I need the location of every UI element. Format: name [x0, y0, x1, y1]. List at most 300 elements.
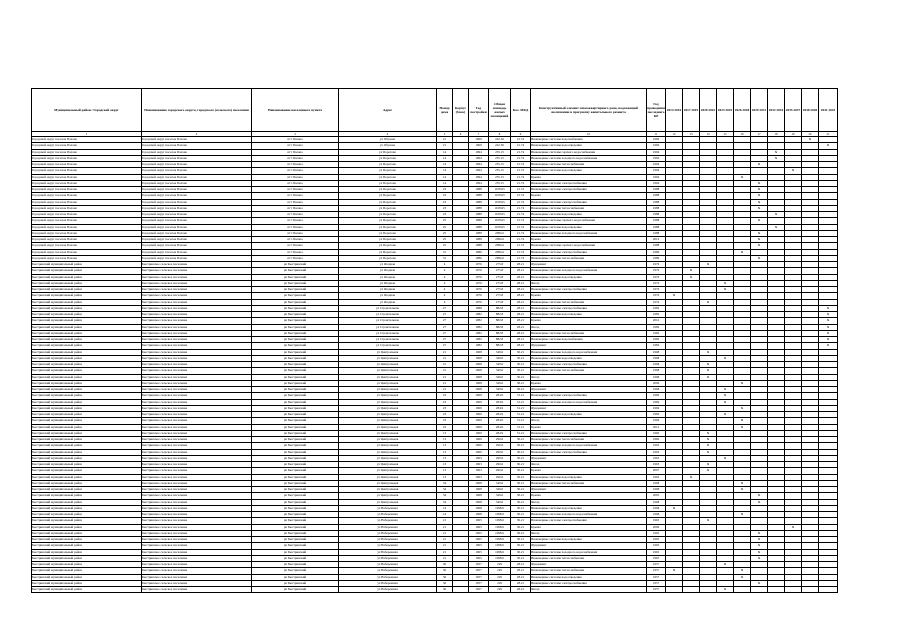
table-cell: 23 — [437, 187, 453, 193]
table-cell: ул Набережная — [339, 587, 437, 593]
repair-mark: X — [717, 387, 734, 393]
table-cell: рп Быстринский — [252, 449, 339, 455]
table-cell: Инженерные системы водоотведения — [531, 224, 647, 230]
table-cell: рп Быстринский — [252, 324, 339, 330]
table-cell: рп Быстринский — [252, 505, 339, 511]
table-cell: 30.21 — [511, 487, 531, 493]
table-cell: 1969 — [647, 393, 666, 399]
table-cell: 1994 — [469, 149, 489, 155]
table-cell: Инженерные системы водоснабжения — [531, 337, 647, 343]
table-cell: 21 — [437, 537, 453, 543]
table-cell: ул Центральная — [339, 349, 437, 355]
table-cell: Быстринское сельское поселение — [142, 549, 252, 555]
table-cell: 21.74 — [511, 137, 531, 143]
table-cell: Городской округ поселок Палана — [32, 237, 142, 243]
table-cell: Быстринское сельское поселение — [142, 343, 252, 349]
table-cell: Инженерные системы холодного водоснабжения — [531, 268, 647, 274]
table-cell: ул Центральная — [339, 430, 437, 436]
table-cell: 4 — [437, 280, 453, 286]
table-cell: Крыша — [531, 193, 647, 199]
table-cell: Быстринское сельское поселение — [142, 537, 252, 543]
table-cell: 1960 — [469, 437, 489, 443]
repair-mark: X — [717, 587, 734, 593]
table-cell: 28.21 — [511, 343, 531, 349]
table-cell: рп Быстринский — [252, 305, 339, 311]
table-cell: 27 — [437, 330, 453, 336]
table-cell: Быстринское сельское поселение — [142, 518, 252, 524]
table-cell: 30.21 — [511, 518, 531, 524]
table-cell: Фасад — [531, 374, 647, 380]
table-cell: рп Быстринский — [252, 293, 339, 299]
table-cell: 23 — [437, 193, 453, 199]
table-cell: Городской округ поселок Палана — [32, 174, 142, 180]
table-cell: 284.9 — [489, 424, 511, 430]
table-cell: 31.21 — [511, 405, 531, 411]
table-cell: Инженерные системы теплоснабжения — [531, 480, 647, 486]
table-cell: 1098.6 — [489, 537, 511, 543]
table-cell: Быстринское сельское поселение — [142, 543, 252, 549]
column-header: Наименование городского округа, городского (сельского) поселения — [142, 89, 252, 132]
repair-mark: X — [751, 237, 768, 243]
table-cell: 21.74 — [511, 168, 531, 174]
table-cell: Городской округ поселок Палана — [142, 143, 252, 149]
table-cell: 30.21 — [511, 493, 531, 499]
table-cell: 290.6 — [489, 449, 511, 455]
table-cell: 30.21 — [511, 524, 531, 530]
table-cell: Быстринское сельское поселение — [142, 330, 252, 336]
table-cell: 290.6 — [489, 474, 511, 480]
table-cell: рп Быстринский — [252, 562, 339, 568]
column-header: Год постройки — [469, 89, 489, 132]
table-cell: 2006 — [647, 380, 666, 386]
table-cell: 1969 — [647, 405, 666, 411]
table-cell: Инженерные системы холодного водоснабжения — [531, 155, 647, 161]
table-cell: ул Набережная — [339, 562, 437, 568]
table-cell: 13 — [437, 468, 453, 474]
table-cell: 275.8 — [489, 293, 511, 299]
table-cell: ул Центральная — [339, 499, 437, 505]
table-cell: 1988 — [469, 187, 489, 193]
table-cell: 255.15 — [489, 174, 511, 180]
table-cell: ул Центральная — [339, 399, 437, 405]
table-cell: 30.21 — [511, 543, 531, 549]
column-number: 18 — [768, 132, 785, 137]
table-cell: 27 — [437, 337, 453, 343]
table-cell: Быстринский муниципальный район — [32, 549, 142, 555]
table-cell: 1988 — [647, 224, 666, 230]
table-cell: 275.8 — [489, 299, 511, 305]
table-cell: 1988 — [647, 243, 666, 249]
table-cell: 255.15 — [489, 155, 511, 161]
table-cell: 1969 — [647, 399, 666, 405]
table-cell: Городской округ поселок Палана — [32, 187, 142, 193]
table-cell: 349.6 — [489, 362, 511, 368]
repair-mark: X — [700, 368, 717, 374]
table-cell: Фундамент — [531, 262, 647, 268]
column-number: 4 — [339, 132, 437, 137]
table-cell: Инженерные системы электроснабжения — [531, 287, 647, 293]
table-cell: 28.21 — [511, 268, 531, 274]
repair-mark: X — [819, 143, 838, 149]
table-cell: Быстринский муниципальный район — [32, 505, 142, 511]
table-cell: 1098.6 — [489, 549, 511, 555]
table-cell: 30.21 — [511, 480, 531, 486]
table-cell: 1018.65 — [489, 187, 511, 193]
table-cell: 1968 — [469, 512, 489, 518]
column-header: 2032 2034 — [768, 89, 785, 132]
table-cell: пгт Палана — [252, 168, 339, 174]
table-cell: 30.21 — [511, 355, 531, 361]
table-cell: 1988 — [469, 237, 489, 243]
table-cell: Городской округ поселок Палана — [32, 230, 142, 236]
table-cell: Быстринское сельское поселение — [142, 287, 252, 293]
table-cell: ул Набережная — [339, 518, 437, 524]
repair-mark: X — [700, 443, 717, 449]
table-cell: рп Быстринский — [252, 480, 339, 486]
table-cell: 1968 — [469, 487, 489, 493]
column-number: 11 — [647, 132, 666, 137]
repair-mark: X — [666, 568, 683, 574]
table-cell: ул Набережная — [339, 537, 437, 543]
table-cell — [734, 587, 751, 593]
table-cell: Крыша — [531, 380, 647, 386]
table-cell: 1965 — [469, 543, 489, 549]
table-header-row — [32, 89, 838, 132]
table-cell: 1976 — [469, 268, 489, 274]
table-cell: 21 — [437, 374, 453, 380]
table-cell: Инженерные системы теплоснабжения — [531, 162, 647, 168]
table-cell: 23 — [437, 412, 453, 418]
table-cell: 30.21 — [511, 499, 531, 505]
table-cell: 1988 — [647, 218, 666, 224]
table-cell: 31.21 — [511, 399, 531, 405]
table-cell: 882.8 — [489, 305, 511, 311]
table-cell: 2009 — [647, 524, 666, 530]
table-cell: Городской округ поселок Палана — [32, 137, 142, 143]
table-cell: 1968 — [647, 349, 666, 355]
table-cell: 30.21 — [511, 549, 531, 555]
table-cell: 1098.6 — [489, 518, 511, 524]
table-cell: рп Быстринский — [252, 443, 339, 449]
table-cell: Быстринский муниципальный район — [32, 305, 142, 311]
table-cell: 21.74 — [511, 143, 531, 149]
table-cell: 28.21 — [511, 318, 531, 324]
table-cell: 13 — [437, 455, 453, 461]
table-cell: Инженерные системы теплоснабжения — [531, 255, 647, 261]
table-cell: 2084.6 — [489, 243, 511, 249]
table-cell: 275.8 — [489, 287, 511, 293]
table-cell: рп Быстринский — [252, 493, 339, 499]
table-cell: рп Быстринский — [252, 549, 339, 555]
table-cell: ул Поротова — [339, 243, 437, 249]
table-cell: Быстринский муниципальный район — [32, 493, 142, 499]
column-header: 2017 2019 — [683, 89, 700, 132]
table-cell: Крыша — [531, 424, 647, 430]
table-cell: 255.15 — [489, 168, 511, 174]
table-cell: 1968 — [469, 387, 489, 393]
table-cell: Быстринский муниципальный район — [32, 455, 142, 461]
table-cell: Быстринский муниципальный район — [32, 568, 142, 574]
table-cell: 23 — [437, 424, 453, 430]
table-cell: 1957 — [647, 580, 666, 586]
table-cell: 21.74 — [511, 149, 531, 155]
column-number: 14 — [700, 132, 717, 137]
table-cell: ул Набережная — [339, 505, 437, 511]
table-cell: Фундамент — [531, 387, 647, 393]
table-cell: ул Поротова — [339, 193, 437, 199]
table-cell: 1982 — [647, 305, 666, 311]
table-cell: ул Строительная — [339, 318, 437, 324]
table-cell: Крыша — [531, 318, 647, 324]
table-cell: 1982 — [469, 343, 489, 349]
table-cell: ул Набережная — [339, 580, 437, 586]
table-cell: Быстринский муниципальный район — [32, 299, 142, 305]
column-number: 13 — [683, 132, 700, 137]
repair-mark: X — [751, 230, 768, 236]
table-cell: 30.21 — [511, 512, 531, 518]
table-cell: 882.8 — [489, 318, 511, 324]
table-cell: Быстринский муниципальный район — [32, 287, 142, 293]
column-number: 8 — [489, 132, 511, 137]
table-cell: 1963 — [469, 474, 489, 480]
table-cell: Инженерные системы водоснабжения — [531, 137, 647, 143]
repair-mark: X — [751, 180, 768, 186]
table-cell: рп Быстринский — [252, 412, 339, 418]
table-cell: 1968 — [469, 362, 489, 368]
table-cell: Быстринское сельское поселение — [142, 393, 252, 399]
table-cell: пгт Палана — [252, 193, 339, 199]
table-cell: Городской округ поселок Палана — [142, 187, 252, 193]
repair-mark: X — [819, 343, 838, 349]
table-cell: 349.6 — [489, 387, 511, 393]
table-cell: 1968 — [469, 380, 489, 386]
table-cell: 1988 — [469, 199, 489, 205]
table-cell: 1988 — [469, 224, 489, 230]
table-cell: 1969 — [469, 424, 489, 430]
column-number: 10 — [531, 132, 647, 137]
table-cell: ул Центральная — [339, 437, 437, 443]
table-cell: ул Строительная — [339, 343, 437, 349]
table-cell: ул Центральная — [339, 362, 437, 368]
table-cell: 27 — [437, 305, 453, 311]
table-cell: 28.21 — [511, 562, 531, 568]
table-cell: 27 — [437, 324, 453, 330]
repair-mark: X — [717, 455, 734, 461]
table-cell: 1994 — [469, 162, 489, 168]
table-cell: пгт Палана — [252, 174, 339, 180]
table-cell: 349.6 — [489, 380, 511, 386]
table-cell: 1969 — [469, 405, 489, 411]
column-number: 7 — [469, 132, 489, 137]
table-cell: Быстринский муниципальный район — [32, 343, 142, 349]
table-cell: 349.6 — [489, 499, 511, 505]
table-cell: 21.74 — [511, 162, 531, 168]
table-cell: Фундамент — [531, 543, 647, 549]
table-cell: 30.21 — [511, 537, 531, 543]
table-cell: 290.6 — [489, 437, 511, 443]
table-cell: 1018.65 — [489, 199, 511, 205]
repair-mark: X — [717, 399, 734, 405]
table-cell: 1988 — [469, 218, 489, 224]
table-cell: Быстринское сельское поселение — [142, 424, 252, 430]
table-cell: Быстринское сельское поселение — [142, 412, 252, 418]
table-cell: 21.74 — [511, 249, 531, 255]
table-cell: Быстринское сельское поселение — [142, 355, 252, 361]
table-cell: Быстринский муниципальный район — [32, 330, 142, 336]
table-cell: 4 — [437, 299, 453, 305]
table-cell: ул Центральная — [339, 480, 437, 486]
table-cell: Быстринский муниципальный район — [32, 312, 142, 318]
table-cell: 1994 — [647, 174, 666, 180]
table-cell: 1994 — [647, 155, 666, 161]
table-cell: 31.21 — [511, 424, 531, 430]
table-cell: 14 — [437, 174, 453, 180]
table-cell: 14 — [437, 149, 453, 155]
table-cell: 275.8 — [489, 280, 511, 286]
table-cell: 1968 — [647, 362, 666, 368]
repair-mark: X — [751, 243, 768, 249]
table-cell: ул Поротова — [339, 212, 437, 218]
table-cell: Быстринское сельское поселение — [142, 455, 252, 461]
repair-mark: X — [700, 349, 717, 355]
table-cell — [666, 587, 683, 593]
table-cell: 1963 — [647, 462, 666, 468]
table-cell: ул Поротова — [339, 174, 437, 180]
table-cell: Быстринский муниципальный район — [32, 412, 142, 418]
table-cell: 1976 — [469, 280, 489, 286]
table-cell: Инженерные системы водоотведения — [531, 312, 647, 318]
table-cell: 1969 — [469, 393, 489, 399]
table-cell: 229 — [489, 568, 511, 574]
repair-mark: X — [683, 268, 700, 274]
table-cell: 1968 — [469, 355, 489, 361]
table-cell: Инженерные системы горячего водоснабжения — [531, 149, 647, 155]
program-sheet — [31, 88, 835, 593]
table-cell: 255.15 — [489, 162, 511, 168]
repair-mark: X — [734, 480, 751, 486]
column-number: 16 — [734, 132, 751, 137]
table-cell: 1976 — [647, 293, 666, 299]
table-cell: Быстринское сельское поселение — [142, 293, 252, 299]
table-cell: Быстринский муниципальный район — [32, 424, 142, 430]
table-cell: 2007 — [647, 468, 666, 474]
table-cell: Быстринский муниципальный район — [32, 437, 142, 443]
table-cell: 30.21 — [511, 462, 531, 468]
table-cell: ул Центральная — [339, 474, 437, 480]
table-cell: 28.21 — [511, 299, 531, 305]
table-cell: Быстринское сельское поселение — [142, 443, 252, 449]
table-cell: рп Быстринский — [252, 512, 339, 518]
table-cell: 1988 — [647, 199, 666, 205]
table-cell: рп Быстринский — [252, 349, 339, 355]
table-cell: пгт Палана — [252, 255, 339, 261]
table-cell: 1965 — [647, 530, 666, 536]
table-cell: 21 — [437, 543, 453, 549]
table-cell: 2005 — [647, 493, 666, 499]
table-cell: 36 — [437, 562, 453, 568]
table-cell: 31.21 — [511, 418, 531, 424]
table-cell: рп Быстринский — [252, 387, 339, 393]
table-cell: 1988 — [469, 243, 489, 249]
table-cell: 1969 — [647, 137, 666, 143]
column-number: 9 — [511, 132, 531, 137]
table-cell: ул Ягодная — [339, 293, 437, 299]
table-cell: 1994 — [647, 162, 666, 168]
table-cell: Городской округ поселок Палана — [142, 205, 252, 211]
table-cell: 1960 — [469, 449, 489, 455]
table-cell: Городской округ поселок Палана — [142, 212, 252, 218]
table-cell: 349.6 — [489, 355, 511, 361]
column-header: Кол. МКД — [511, 89, 531, 132]
table-cell: Фасад — [531, 462, 647, 468]
table-cell — [683, 587, 700, 593]
table-cell — [700, 587, 717, 593]
table-cell: 349.6 — [489, 368, 511, 374]
table-cell: ул Набережная — [339, 543, 437, 549]
repair-mark: X — [683, 474, 700, 480]
table-cell: Быстринское сельское поселение — [142, 499, 252, 505]
table-cell: Быстринское сельское поселение — [142, 430, 252, 436]
table-cell: 1957 — [469, 587, 489, 593]
repair-mark: X — [734, 424, 751, 430]
table-cell: Городской округ поселок Палана — [142, 149, 252, 155]
column-header: Корпус (блок) — [453, 89, 469, 132]
table-cell: 1969 — [647, 412, 666, 418]
table-cell: 25 — [437, 224, 453, 230]
table-cell: 1957 — [469, 580, 489, 586]
table-cell: Быстринский муниципальный район — [32, 393, 142, 399]
table-cell: Быстринский муниципальный район — [32, 262, 142, 268]
table-cell — [453, 587, 469, 593]
table-cell: 1965 — [469, 530, 489, 536]
table-cell: Инженерные системы теплоснабжения — [531, 330, 647, 336]
table-cell: ул Центральная — [339, 374, 437, 380]
table-cell: 1018.65 — [489, 218, 511, 224]
table-cell: рп Быстринский — [252, 543, 339, 549]
table-cell: 882.8 — [489, 337, 511, 343]
table-cell: ул Центральная — [339, 387, 437, 393]
repair-mark: X — [734, 568, 751, 574]
table-cell: 25 — [437, 237, 453, 243]
table-cell: Быстринское сельское поселение — [142, 280, 252, 286]
table-cell: 1965 — [469, 537, 489, 543]
table-cell: 21.74 — [511, 199, 531, 205]
table-cell: 30.21 — [511, 443, 531, 449]
table-cell: Быстринское сельское поселение — [142, 468, 252, 474]
table-cell: ул Набережная — [339, 555, 437, 561]
table-cell: Быстринское сельское поселение — [142, 437, 252, 443]
table-cell: 1994 — [469, 155, 489, 161]
repair-mark: X — [683, 274, 700, 280]
table-cell: 21.74 — [511, 212, 531, 218]
table-cell: 1963 — [469, 455, 489, 461]
table-cell: ул Центральная — [339, 355, 437, 361]
table-cell: 28.21 — [511, 293, 531, 299]
table-cell: Инженерные системы электроснабжения — [531, 362, 647, 368]
table-cell: 275.8 — [489, 274, 511, 280]
table-cell: Быстринское сельское поселение — [142, 318, 252, 324]
table-cell: Быстринское сельское поселение — [142, 487, 252, 493]
table-cell: 1994 — [647, 168, 666, 174]
table-cell: 1969 — [647, 418, 666, 424]
column-number: 15 — [717, 132, 734, 137]
table-cell: Инженерные системы холодного водоснабжения — [531, 230, 647, 236]
table-cell: 1957 — [647, 574, 666, 580]
table-cell: 14 — [437, 162, 453, 168]
table-cell: Инженерные системы теплоснабжения — [531, 555, 647, 561]
table-cell: 21.74 — [511, 255, 531, 261]
table-cell: 1968 — [647, 374, 666, 380]
